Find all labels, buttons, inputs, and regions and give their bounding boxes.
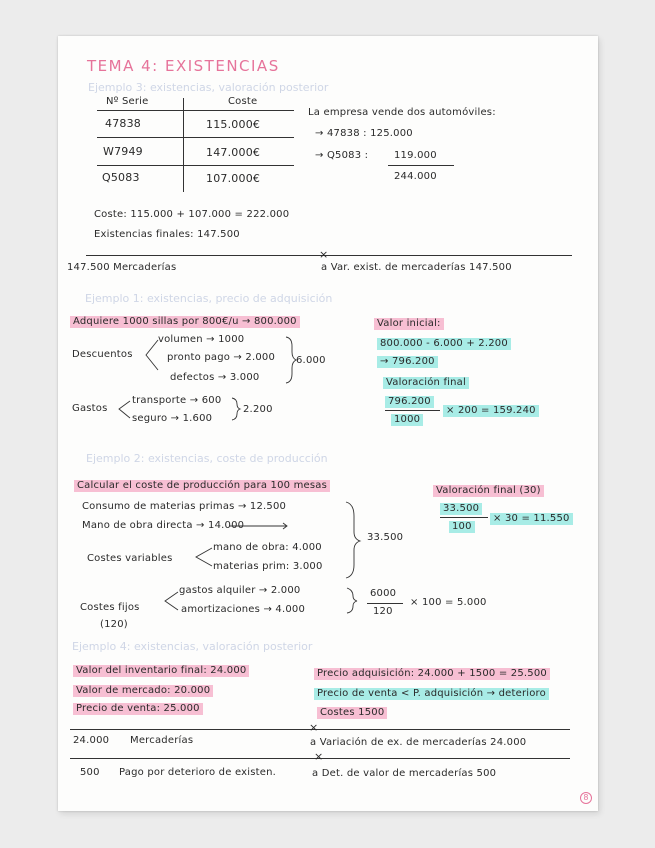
journal-entry-left: Mercaderías	[130, 735, 194, 746]
right-brace	[346, 502, 360, 578]
costes-fijos-label: Costes fijos	[80, 602, 140, 613]
table-cell: 115.000€	[206, 118, 261, 131]
branch-bracket	[196, 548, 212, 566]
table-cell: Q5083	[102, 171, 140, 184]
sale-total: 244.000	[394, 171, 437, 182]
table-cell: 47838	[105, 117, 141, 130]
journal-entry-amount: 500	[80, 767, 100, 778]
example1-heading: Ejemplo 1: existencias, precio de adquisición	[85, 292, 333, 305]
gastos-total: 2.200	[243, 404, 273, 415]
journal-entry-right: a Var. exist. de mercaderías 147.500	[321, 262, 512, 273]
fraction-rest: × 100 = 5.000	[410, 597, 487, 608]
descuentos-label: Descuentos	[72, 349, 133, 360]
sale-line-2-code: → Q5083 :	[315, 150, 369, 161]
fraction-numerator: 6000	[370, 588, 397, 599]
branch-bracket	[165, 592, 178, 610]
precio-adquisicion-line: Precio adquisición: 24.000 + 1500 = 25.500	[314, 668, 550, 680]
fraction-denominator: 100	[449, 521, 475, 533]
sale-line-2-value: 119.000	[394, 150, 437, 161]
journal-entry-left: 147.500 Mercaderías	[67, 262, 177, 273]
fraction-denominator: 1000	[391, 414, 423, 426]
costes-fijos-item: gastos alquiler → 2.000	[179, 585, 301, 596]
subtotal: 33.500	[367, 532, 404, 543]
journal-entry-left: Pago por deterioro de existen.	[119, 767, 277, 778]
descuento-item: pronto pago → 2.000	[167, 352, 276, 363]
costes-line: Costes 1500	[317, 707, 387, 719]
journal-entry-right: a Det. de valor de mercaderías 500	[312, 768, 497, 779]
valoracion-final-label: Valoración final	[383, 377, 469, 389]
journal-cross-icon: ×	[319, 248, 329, 261]
fraction-denominator: 120	[373, 606, 393, 617]
valor-inventario-line: Valor del inventario final: 24.000	[73, 665, 249, 677]
descuentos-total: 6.000	[296, 355, 326, 366]
coste-line: Coste: 115.000 + 107.000 = 222.000	[94, 209, 290, 220]
table-header-coste: Coste	[228, 96, 258, 107]
valor-mercado-line: Valor de mercado: 20.000	[73, 685, 213, 697]
table-header-serie: Nº Serie	[106, 96, 149, 107]
sale-line-1: → 47838 : 125.000	[315, 128, 413, 139]
page-number: 8	[580, 792, 592, 804]
precio-venta-line: Precio de venta: 25.000	[73, 703, 203, 715]
branch-bracket	[146, 340, 158, 370]
table-cell: W7949	[103, 145, 143, 158]
adquiere-highlight: Adquiere 1000 sillas por 800€/u → 800.000	[70, 316, 300, 328]
cost-item: Consumo de materias primas → 12.500	[82, 501, 287, 512]
journal-cross-icon: ×	[314, 750, 324, 763]
descuento-item: volumen → 1000	[158, 334, 245, 345]
valor-inicial-label: Valor inicial:	[374, 318, 444, 330]
deterioro-line: Precio de venta < P. adquisición → deterioro	[314, 688, 549, 700]
valor-inicial-calc: 800.000 - 6.000 + 2.200	[377, 338, 511, 350]
costes-fijos-sub: (120)	[100, 619, 128, 630]
branch-bracket	[119, 401, 130, 418]
gasto-item: transporte → 600	[132, 395, 222, 406]
example4-heading: Ejemplo 4: existencias, valoración posterior	[72, 640, 313, 653]
cost-item: Mano de obra directa → 14.000	[82, 520, 245, 531]
costes-variables-item: mano de obra: 4.000	[213, 542, 322, 553]
fraction-numerator: 796.200	[385, 396, 434, 408]
example2-heading: Ejemplo 2: existencias, coste de producción	[86, 452, 328, 465]
journal-cross-icon: ×	[309, 721, 319, 734]
fraction-rest: × 200 = 159.240	[443, 405, 539, 417]
valor-inicial-result: → 796.200	[377, 356, 438, 368]
gastos-label: Gastos	[72, 403, 108, 414]
right-brace	[232, 398, 240, 420]
costes-fijos-item: amortizaciones → 4.000	[181, 604, 306, 615]
fraction-rest: × 30 = 11.550	[490, 513, 573, 525]
calc-coste-label: Calcular el coste de producción para 100 mesas	[74, 480, 330, 492]
right-brace	[286, 337, 296, 383]
costes-variables-label: Costes variables	[87, 553, 173, 564]
journal-entry-right: a Variación de ex. de mercaderías 24.000	[310, 737, 527, 748]
example3-heading: Ejemplo 3: existencias, valoración posterior	[88, 81, 329, 94]
table-cell: 107.000€	[206, 172, 261, 185]
valoracion-final-30-label: Valoración final (30)	[433, 485, 544, 497]
gasto-item: seguro → 1.600	[132, 413, 213, 424]
fraction-numerator: 33.500	[440, 503, 482, 515]
table-cell: 147.000€	[206, 146, 261, 159]
right-brace	[347, 588, 357, 613]
page-title: TEMA 4: EXISTENCIAS	[87, 57, 280, 75]
journal-entry-amount: 24.000	[73, 735, 110, 746]
example3-note: La empresa vende dos automóviles:	[308, 107, 496, 118]
existencias-finales-line: Existencias finales: 147.500	[94, 229, 240, 240]
descuento-item: defectos → 3.000	[170, 372, 260, 383]
costes-variables-item: materias prim: 3.000	[213, 561, 323, 572]
